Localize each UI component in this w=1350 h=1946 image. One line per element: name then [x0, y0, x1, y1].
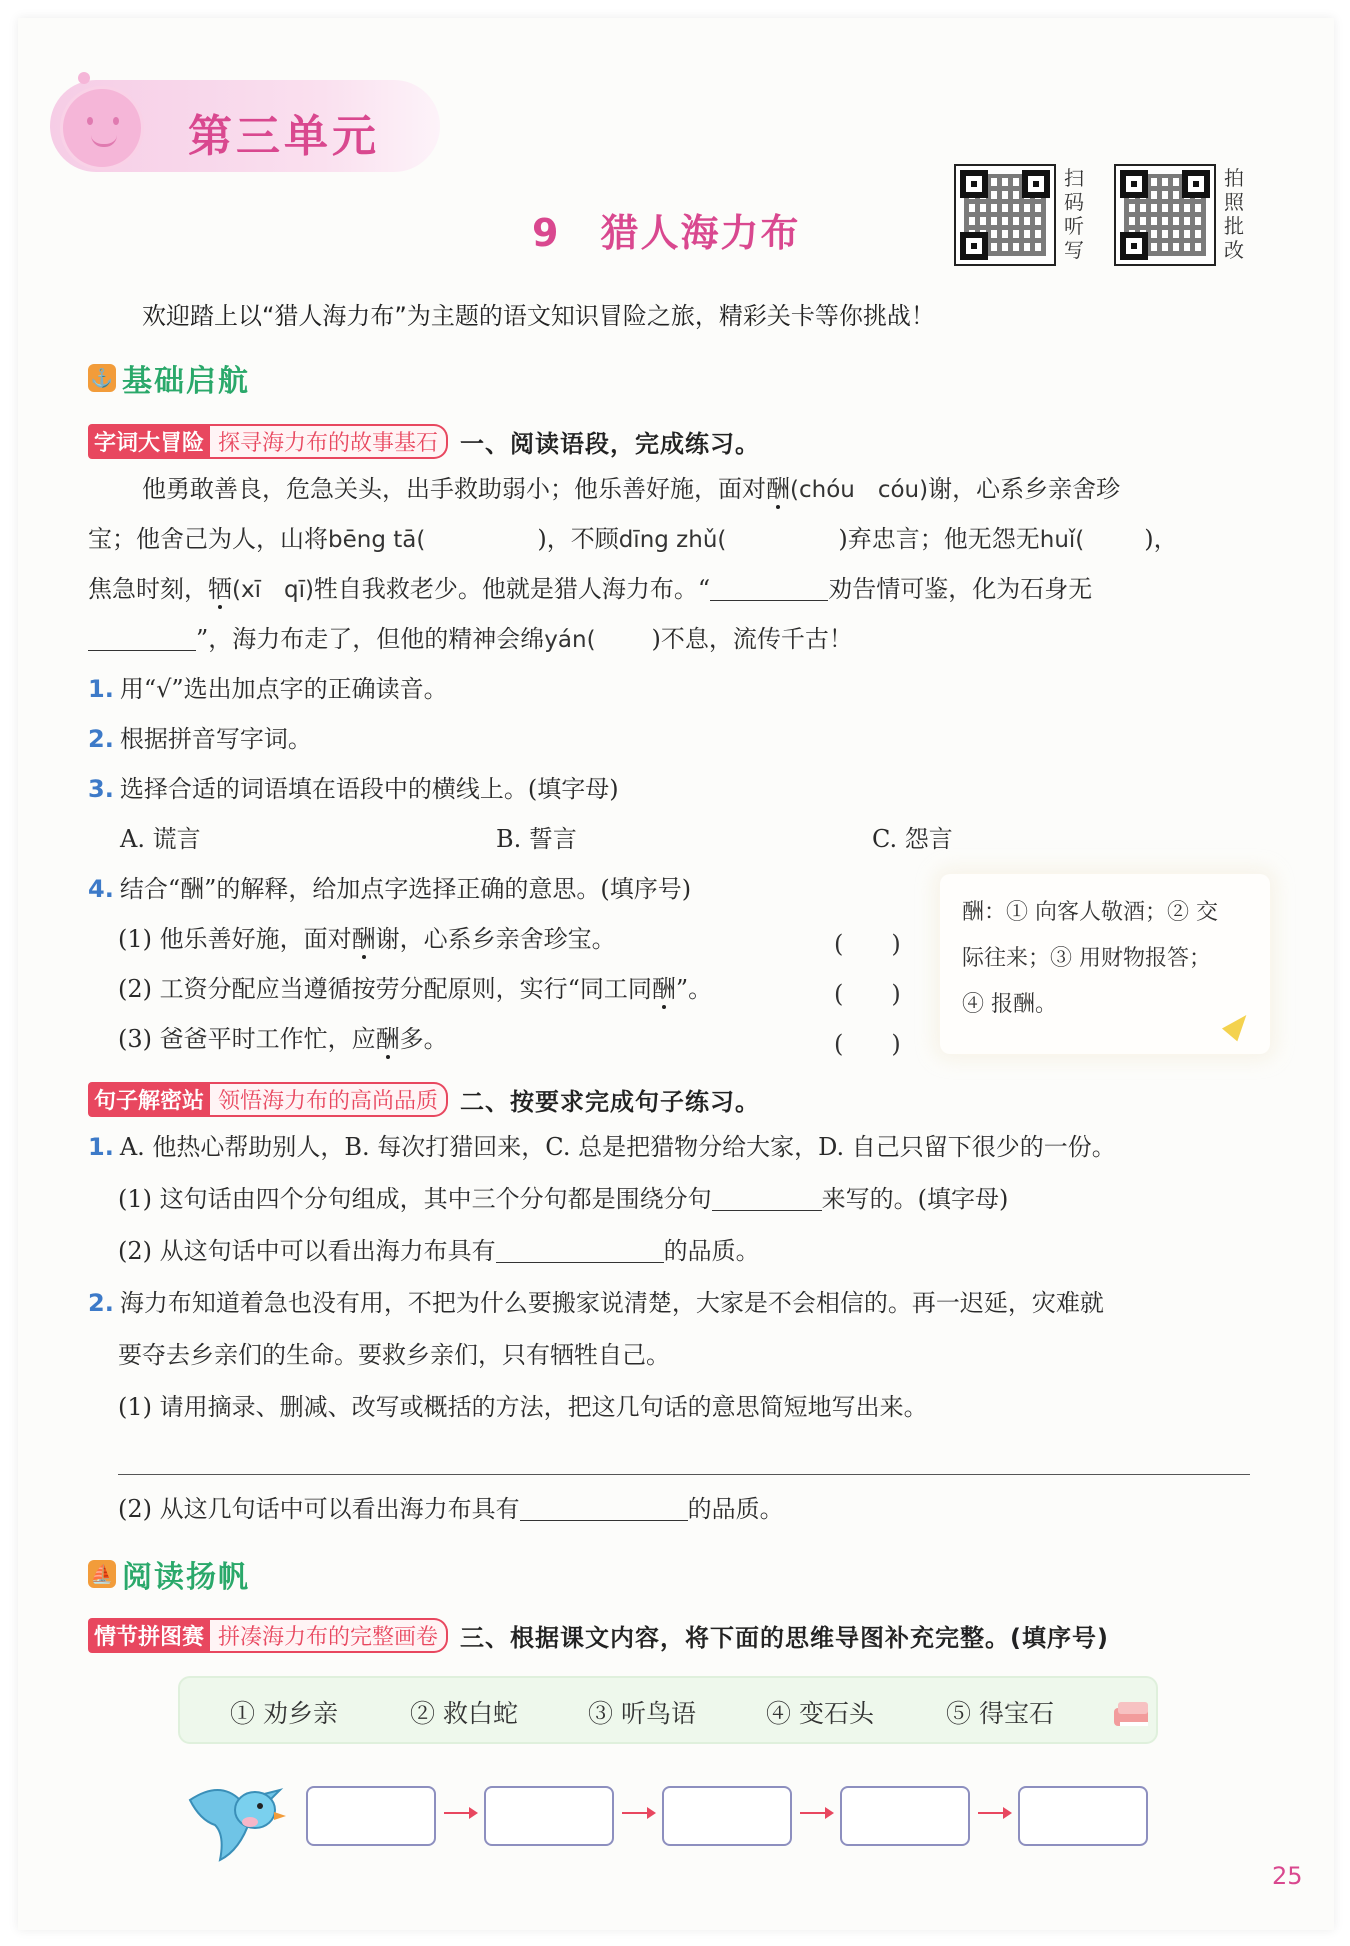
note-line-1: 酬：① 向客人敬酒；② 交 — [962, 900, 1218, 925]
mindmap-box-4[interactable] — [840, 1786, 970, 1846]
part2-heading: 二、按要求完成句子练习。 — [460, 1088, 761, 1116]
passage-line-3: 焦急时刻，牺(xī qī)牲自我救老少。他就是猎人海力布。“ 劝告情可鉴，化为石身无 — [88, 575, 1093, 603]
passage-line-1: 他勇敢善良，危急关头，出手救助弱小；他乐善好施，面对酬(chóu cóu)谢，心系乡亲舍珍 — [142, 475, 1121, 503]
lesson-number: 9 — [532, 211, 561, 255]
answer-paren-3[interactable]: ( ) — [834, 1030, 901, 1058]
intro-text: 欢迎踏上以“猎人海力布”为主题的语文知识冒险之旅，精彩关卡等你挑战！ — [142, 302, 935, 330]
p2-question-1: 1. A. 他热心帮助别人，B. 每次打猎回来，C. 总是把猎物分给大家，D. 自己只留下很少的一份。 — [88, 1133, 1116, 1161]
mindmap-box-1[interactable] — [306, 1786, 436, 1846]
passage-line-2: 宝；他舍己为人，山将bēng tā( )，不顾dīng zhǔ( )弃忠言；他无怨无huǐ( )， — [88, 525, 1178, 553]
option-a: A. 谎言 — [120, 825, 201, 853]
grading-qr-code[interactable] — [1114, 164, 1216, 266]
part2-tag-subtitle: 领悟海力布的高尚品质 — [210, 1082, 448, 1117]
answer-blank[interactable] — [520, 1497, 688, 1521]
answer-blank[interactable] — [710, 577, 828, 601]
anchor-icon: ⚓ — [88, 364, 116, 392]
part1-heading: 一、阅读语段，完成练习。 — [460, 430, 761, 458]
option-b: B. 誓言 — [496, 825, 577, 853]
mascot-antenna — [78, 72, 90, 84]
choice-item: ④ 变石头 — [766, 1699, 874, 1728]
unit-title: 第三单元 — [188, 111, 380, 162]
question-4: 4. 结合“酬”的解释，给加点字选择正确的意思。(填序号) — [88, 875, 692, 903]
part2-tag-label: 句子解密站 — [88, 1082, 210, 1117]
dictation-qr-code[interactable] — [954, 164, 1056, 266]
answer-paren-1[interactable]: ( ) — [834, 930, 901, 958]
part1-tag-subtitle: 探寻海力布的故事基石 — [210, 424, 448, 459]
mindmap-box-3[interactable] — [662, 1786, 792, 1846]
arrow-right-icon — [444, 1812, 474, 1814]
answer-blank[interactable] — [726, 527, 838, 551]
sail-icon: ⛵ — [88, 1560, 116, 1588]
section-reading-header — [88, 1552, 250, 1596]
answer-blank[interactable] — [496, 1239, 664, 1263]
answer-blank[interactable] — [596, 627, 652, 651]
part1-tag — [88, 424, 760, 459]
p2-q2-line-2: 要夺去乡亲们的生命。要救乡亲们，只有牺牲自己。 — [118, 1341, 670, 1369]
p2-q1-item-1: (1) 这句话由四个分句组成，其中三个分句都是围绕分句 来写的。(填字母) — [118, 1185, 1009, 1213]
q4-item-2: (2) 工资分配应当遵循按劳分配原则，实行“同工同酬”。 — [118, 975, 713, 1003]
choice-item: ⑤ 得宝石 — [946, 1699, 1054, 1728]
p2-q2-item-1: (1) 请用摘录、删减、改写或概括的方法，把这几句话的意思简短地写出来。 — [118, 1393, 928, 1421]
part1-tag-label: 字词大冒险 — [88, 424, 210, 459]
section-basic-title: 基础启航 — [122, 364, 250, 399]
lesson-name: 猎人海力布 — [600, 211, 801, 255]
qr-left-label: 扫码听写 — [1064, 166, 1084, 262]
answer-paren-2[interactable]: ( ) — [834, 980, 901, 1008]
bird-icon — [180, 1770, 290, 1870]
section-basic-header — [88, 356, 250, 400]
p2-question-2: 2. 海力布知道着急也没有用，不把为什么要搬家说清楚，大家是不会相信的。再一迟延，灾难就 — [88, 1289, 1104, 1317]
note-line-3: ④ 报酬。 — [962, 992, 1057, 1017]
p2-q2-item-2: (2) 从这几句话中可以看出海力布具有 的品质。 — [118, 1495, 784, 1523]
page-number: 25 — [1272, 1862, 1303, 1890]
question-1: 1. 用“√”选出加点字的正确读音。 — [88, 675, 448, 703]
answer-blank[interactable] — [712, 1187, 822, 1211]
lesson-title — [532, 202, 800, 257]
mindmap-box-2[interactable] — [484, 1786, 614, 1846]
mindmap-box-5[interactable] — [1018, 1786, 1148, 1846]
choice-item: ③ 听鸟语 — [588, 1699, 696, 1728]
mascot-face-icon — [60, 86, 144, 170]
answer-blank[interactable] — [425, 527, 537, 551]
qr-right-label: 拍照批改 — [1224, 166, 1244, 262]
q4-item-1: (1) 他乐善好施，面对酬谢，心系乡亲舍珍宝。 — [118, 925, 616, 953]
choice-item: ② 救白蛇 — [410, 1699, 518, 1728]
section-reading-title: 阅读扬帆 — [122, 1560, 250, 1595]
arrow-right-icon — [622, 1812, 652, 1814]
book-icon — [1110, 1696, 1154, 1732]
part3-tag-label: 情节拼图赛 — [88, 1618, 210, 1653]
part2-tag — [88, 1082, 760, 1117]
part3-tag-subtitle: 拼凑海力布的完整画卷 — [210, 1618, 448, 1653]
question-3: 3. 选择合适的词语填在语段中的横线上。(填字母) — [88, 775, 619, 803]
part3-tag — [88, 1618, 1109, 1653]
answer-blank[interactable] — [1084, 527, 1144, 551]
note-line-2: 际往来；③ 用财物报答； — [962, 946, 1211, 971]
arrow-right-icon — [978, 1812, 1008, 1814]
part3-heading: 三、根据课文内容，将下面的思维导图补充完整。(填序号) — [460, 1624, 1109, 1652]
p2-q1-item-2: (2) 从这句话中可以看出海力布具有 的品质。 — [118, 1237, 760, 1265]
option-c: C. 怨言 — [872, 825, 953, 853]
answer-line[interactable] — [118, 1474, 1250, 1475]
arrow-right-icon — [800, 1812, 830, 1814]
q4-item-3: (3) 爸爸平时工作忙，应酬多。 — [118, 1025, 448, 1053]
question-2: 2. 根据拼音写字词。 — [88, 725, 312, 753]
answer-blank[interactable] — [88, 627, 196, 651]
passage-line-4: ”，海力布走了，但他的精神会绵yán( )不息，流传千古！ — [88, 624, 853, 655]
choice-item: ① 劝乡亲 — [230, 1699, 338, 1728]
definition-note — [962, 890, 1252, 1028]
